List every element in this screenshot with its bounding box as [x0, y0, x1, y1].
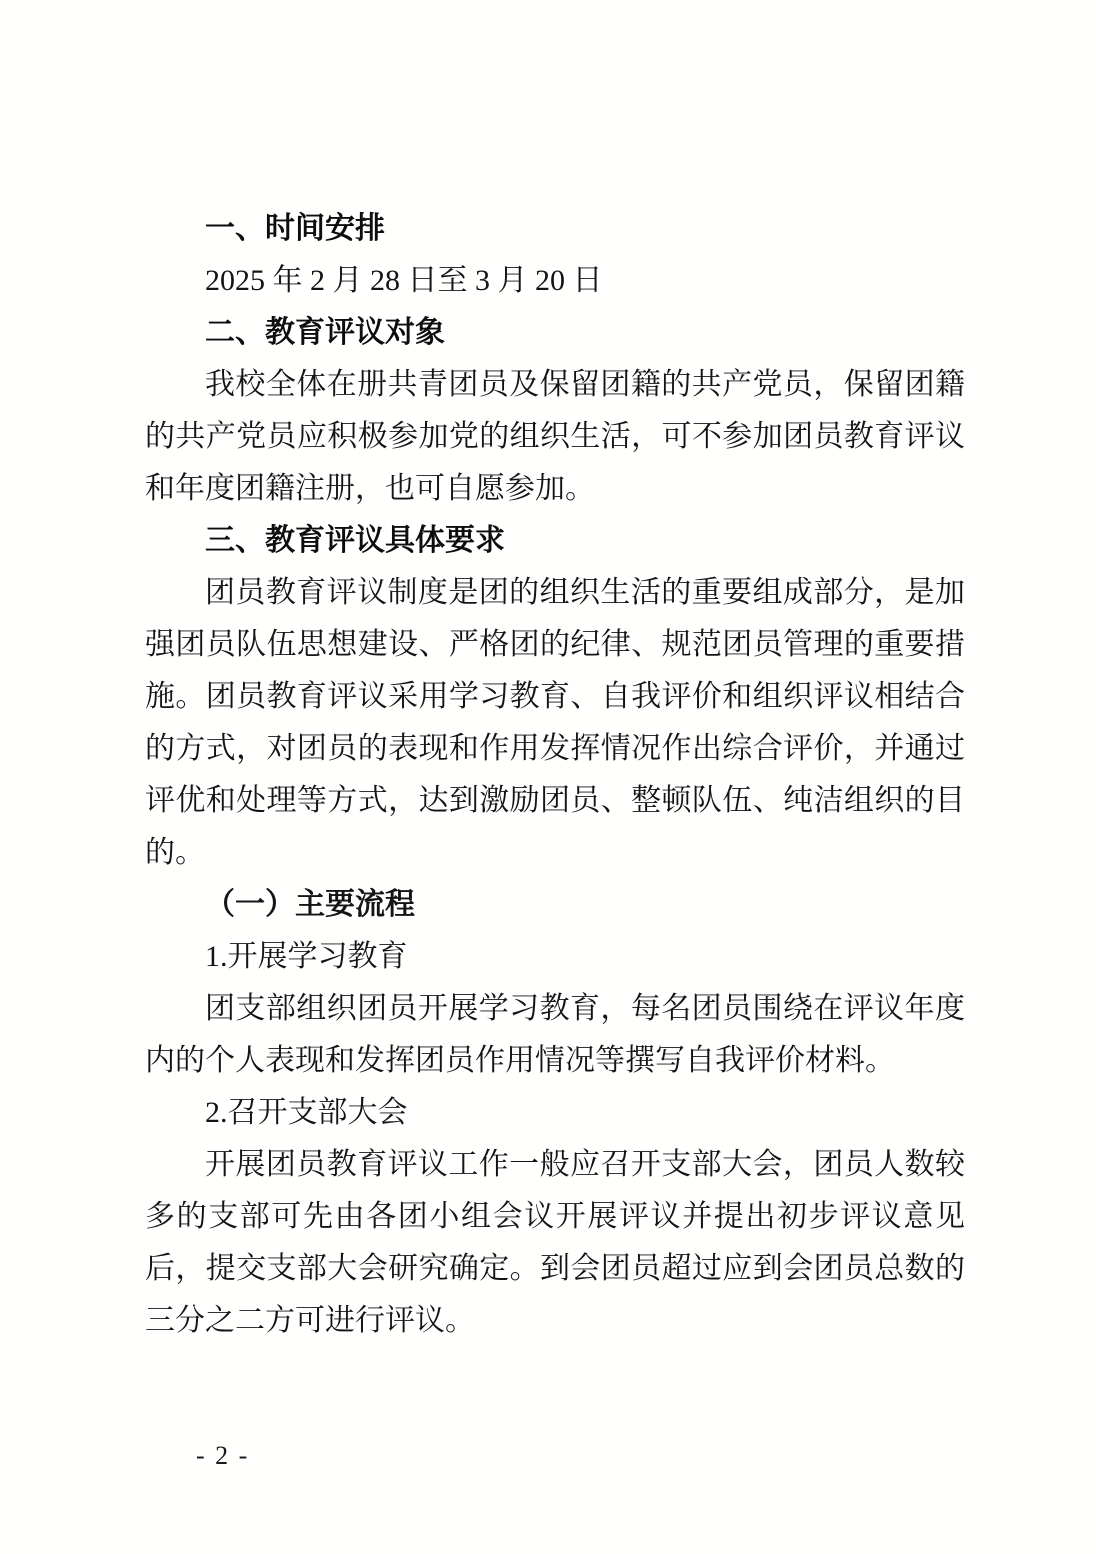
paragraph-requirements: 团员教育评议制度是团的组织生活的重要组成部分，是加强团员队伍思想建设、严格团的纪律、规范团员管理的重要措施。团员教育评议采用学习教育、自我评价和组织评议相结合的方式，对团员的表现和作用发挥情况作出综合评价，并通过评优和处理等方式，达到激励团员、整顿队伍、纯洁组织的目的。	[145, 576, 965, 869]
document-body	[145, 203, 965, 1347]
page-number: - 2 -	[196, 1441, 250, 1470]
step-2-heading: 2.召开支部大会	[205, 1096, 408, 1129]
paragraph-step-1: 团支部组织团员开展学习教育，每名团员围绕在评议年度内的个人表现和发挥团员作用情况等撰写自我评价材料。	[145, 992, 965, 1077]
section-heading-requirements: 三、教育评议具体要求	[205, 524, 505, 557]
step-1-heading: 1.开展学习教育	[205, 940, 408, 973]
paragraph-step-2: 开展团员教育评议工作一般应召开支部大会，团员人数较多的支部可先由各团小组会议开展评议并提出初步评议意见后，提交支部大会研究确定。到会团员超过应到会团员总数的三分之二方可进行评议。	[145, 1148, 965, 1337]
section-heading-time: 一、时间安排	[205, 212, 385, 245]
section-heading-targets: 二、教育评议对象	[205, 316, 445, 349]
date-range-line: 2025 年 2 月 28 日至 3 月 20 日	[205, 264, 603, 297]
paragraph-targets: 我校全体在册共青团员及保留团籍的共产党员，保留团籍的共产党员应积极参加党的组织生活，可不参加团员教育评议和年度团籍注册，也可自愿参加。	[145, 368, 965, 505]
subsection-heading-main-process: （一）主要流程	[205, 888, 415, 921]
